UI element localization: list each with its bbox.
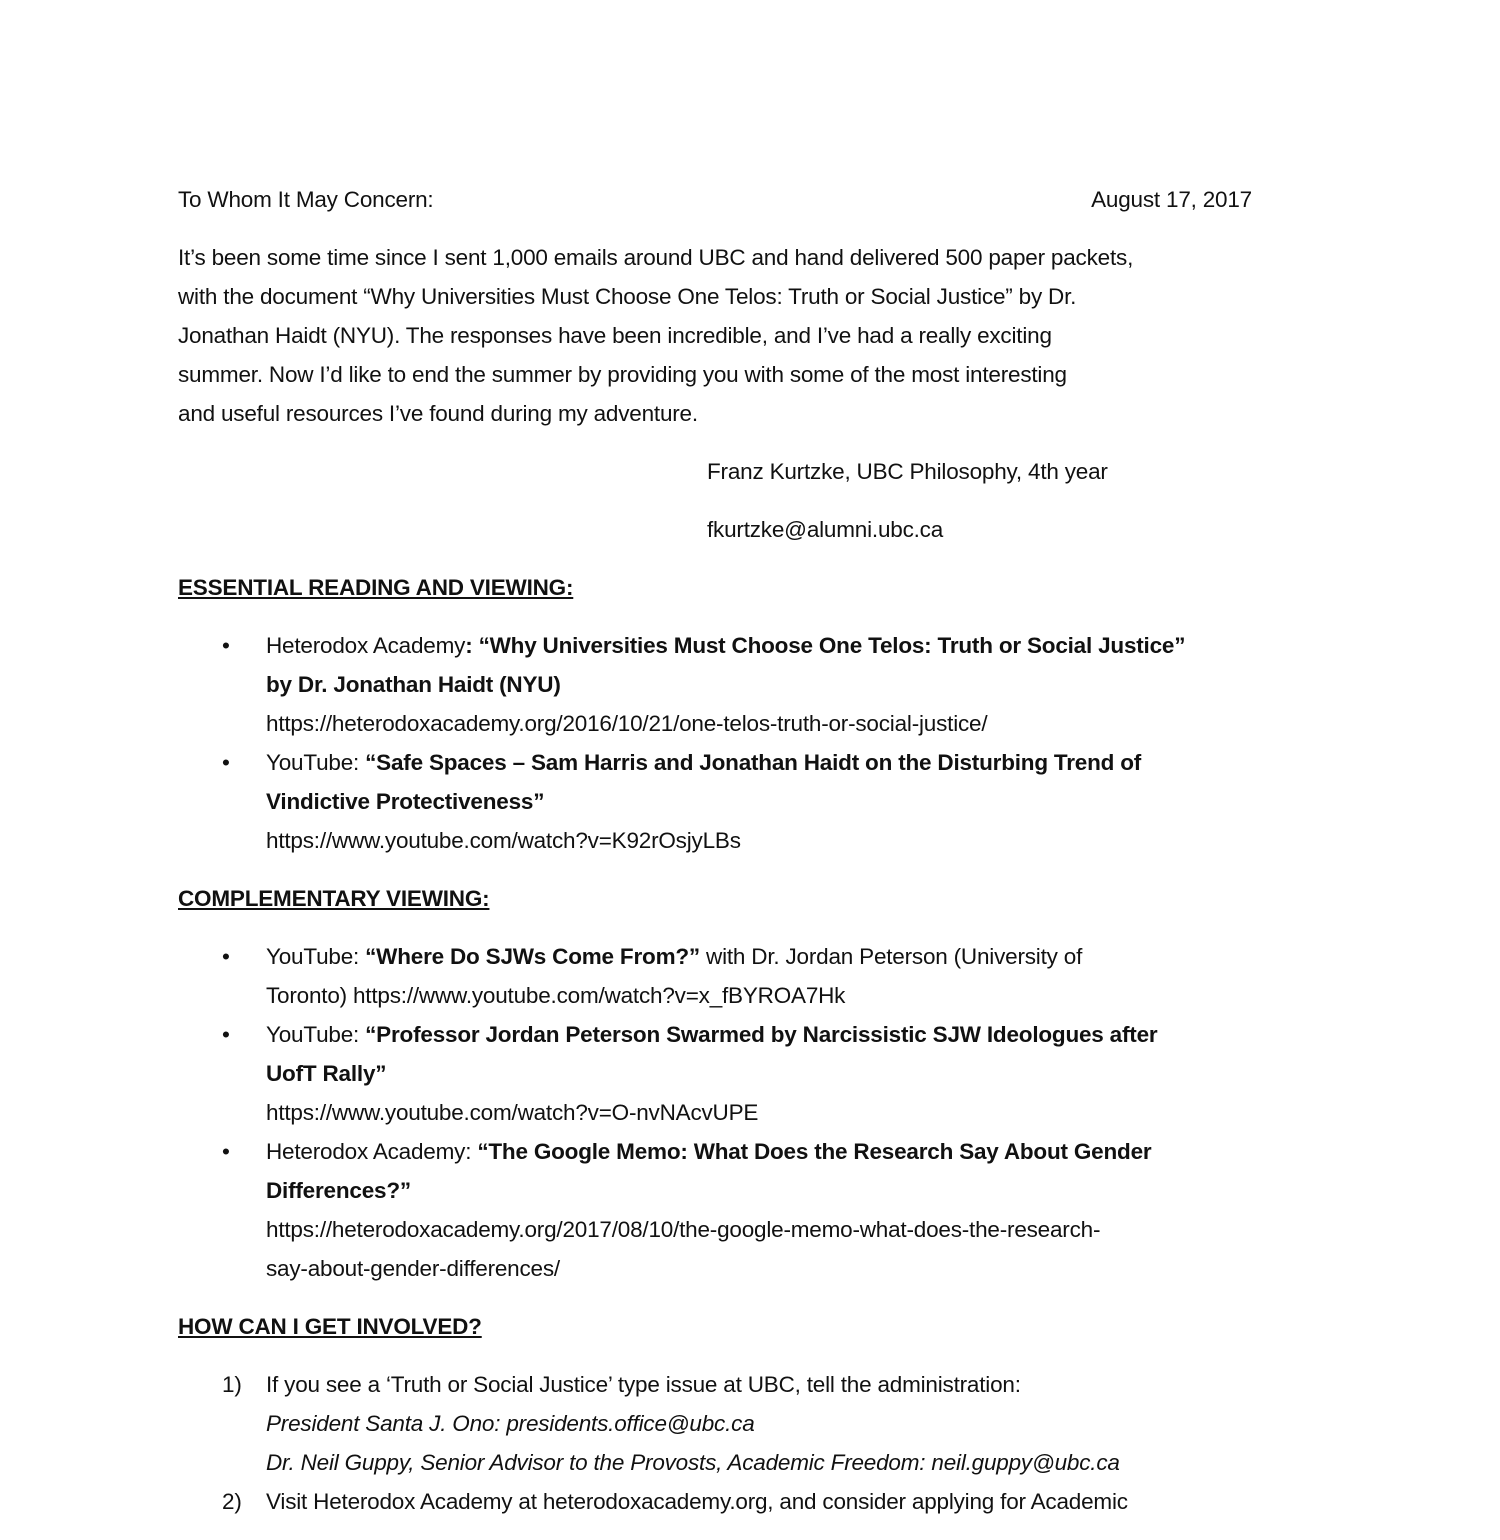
item-title: UofT Rally” (266, 1061, 387, 1086)
item-title: : “Why Universities Must Choose One Telos: Truth or Social Justice” (465, 633, 1186, 658)
item-link[interactable]: https://heterodoxacademy.org/2016/10/21/one-telos-truth-or-social-justice/ (266, 711, 988, 736)
list-item (178, 626, 1358, 743)
bullet-icon: • (222, 633, 230, 658)
item-link[interactable]: Toronto) https://www.youtube.com/watch?v=x_fBYROA7Hk (266, 983, 846, 1008)
item-link[interactable]: https://heterodoxacademy.org/2017/08/10/the-google-memo-what-does-the-research- (266, 1217, 1101, 1242)
item-title: “Safe Spaces – Sam Harris and Jonathan Haidt on the Disturbing Trend of (365, 750, 1142, 775)
item-title: “Professor Jordan Peterson Swarmed by Narcissistic SJW Ideologues after (365, 1022, 1158, 1047)
signature-name: Franz Kurtzke, UBC Philosophy, 4th year (707, 459, 1108, 484)
item-title: “Where Do SJWs Come From?” (365, 944, 700, 969)
section-heading-involved: HOW CAN I GET INVOLVED? (178, 1314, 482, 1339)
letter-date: August 17, 2017 (1091, 187, 1252, 212)
list-item (178, 1132, 1358, 1288)
list-item (178, 1482, 1358, 1521)
item-link[interactable]: https://www.youtube.com/watch?v=K92rOsjyLBs (266, 828, 741, 853)
item-number: 2) (222, 1489, 242, 1514)
complementary-list (178, 937, 1358, 1288)
item-title: Vindictive Protectiveness” (266, 789, 545, 814)
involved-list (178, 1365, 1358, 1521)
item-text: If you see a ‘Truth or Social Justice’ type issue at UBC, tell the administration: (266, 1372, 1021, 1397)
signature-email[interactable]: fkurtzke@alumni.ubc.ca (707, 517, 944, 542)
item-title: by Dr. Jonathan Haidt (NYU) (266, 672, 561, 697)
bullet-icon: • (222, 750, 230, 775)
item-link[interactable]: say-about-gender-differences/ (266, 1256, 560, 1281)
essential-list (178, 626, 1358, 860)
item-title: Differences?” (266, 1178, 411, 1203)
intro-line: and useful resources I’ve found during my adventure. (178, 401, 698, 426)
contact-president: President Santa J. Ono: presidents.office@ubc.ca (266, 1411, 755, 1436)
item-source: Heterodox Academy: (266, 1139, 478, 1164)
item-link[interactable]: https://www.youtube.com/watch?v=O-nvNAcvUPE (266, 1100, 759, 1125)
item-title: “The Google Memo: What Does the Research Say About Gender (477, 1139, 1152, 1164)
item-source: YouTube: (266, 944, 366, 969)
contact-advisor: Dr. Neil Guppy, Senior Advisor to the Provosts, Academic Freedom: neil.guppy@ubc.ca (266, 1450, 1120, 1475)
list-item (178, 1365, 1358, 1482)
section-heading-complementary: COMPLEMENTARY VIEWING: (178, 886, 490, 911)
letter-header (178, 180, 1252, 219)
list-item (178, 1015, 1358, 1132)
item-text: Visit Heterodox Academy at heterodoxacademy.org, and consider applying for Academic (266, 1489, 1128, 1514)
bullet-icon: • (222, 1139, 230, 1164)
intro-line: Jonathan Haidt (NYU). The responses have been incredible, and I’ve had a really exciting (178, 323, 1052, 348)
section-heading-essential: ESSENTIAL READING AND VIEWING: (178, 575, 574, 600)
item-number: 1) (222, 1372, 242, 1397)
item-source: Heterodox Academy (266, 633, 466, 658)
item-text: with Dr. Jordan Peterson (University of (699, 944, 1083, 969)
list-item (178, 743, 1358, 860)
item-source: YouTube: (266, 750, 366, 775)
bullet-icon: • (222, 944, 230, 969)
intro-line: with the document “Why Universities Must Choose One Telos: Truth or Social Justice” by Dr. (178, 284, 1077, 309)
intro-paragraph (178, 238, 1358, 433)
intro-line: summer. Now I’d like to end the summer by providing you with some of the most interesting (178, 362, 1067, 387)
bullet-icon: • (222, 1022, 230, 1047)
list-item (178, 937, 1358, 1015)
intro-line: It’s been some time since I sent 1,000 emails around UBC and hand delivered 500 paper packets, (178, 245, 1134, 270)
letter-page (178, 180, 1358, 1540)
item-source: YouTube: (266, 1022, 366, 1047)
salutation: To Whom It May Concern: (178, 187, 434, 212)
